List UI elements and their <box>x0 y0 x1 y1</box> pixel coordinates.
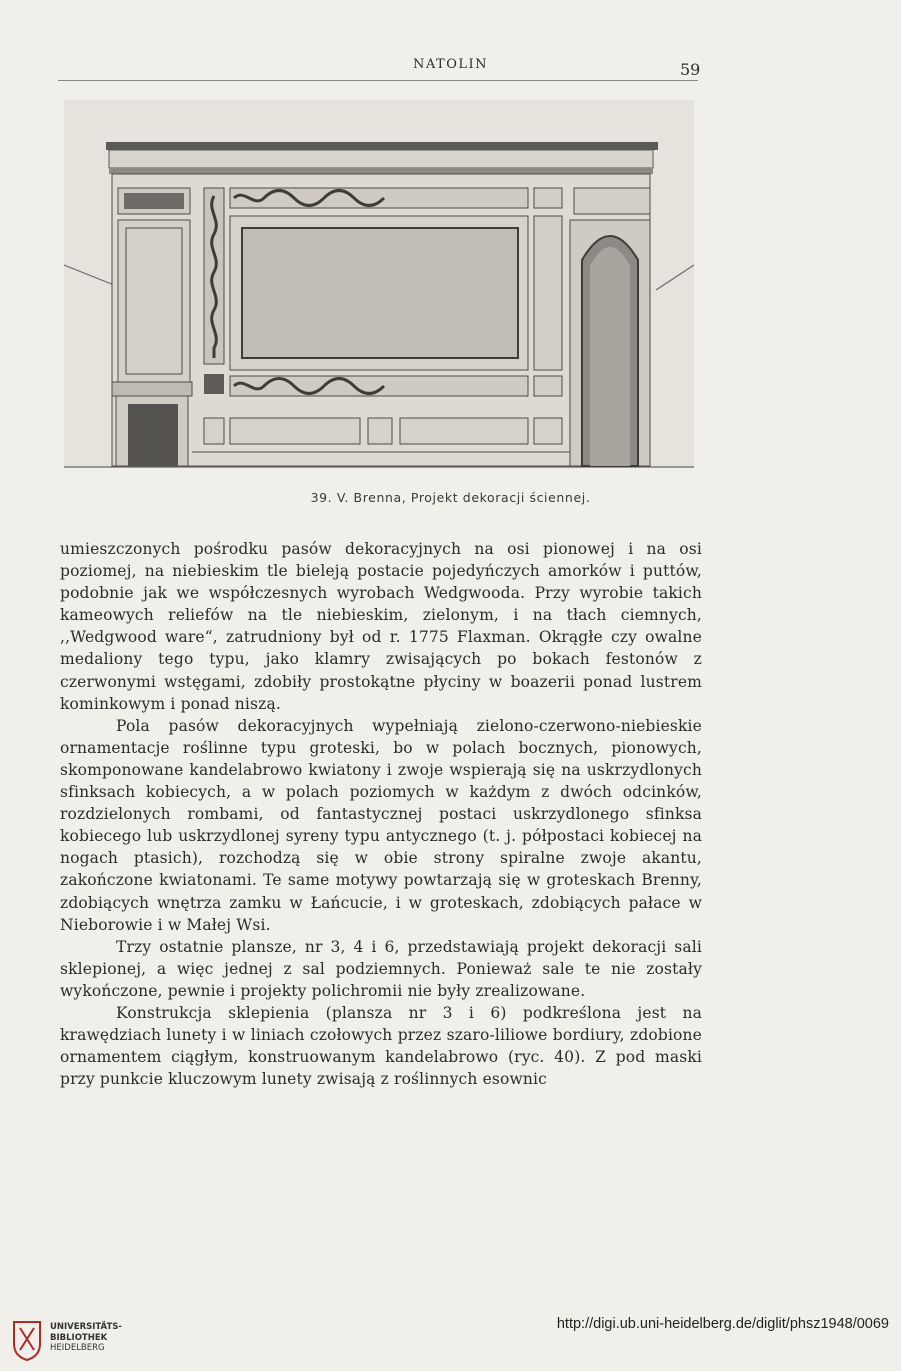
library-seal-icon <box>10 1318 44 1362</box>
paragraph-1: umieszczonych pośrodku pasów dekoracyjnych na osi pionowej i na osi poziomej, na niebieskim tle bieleją postacie pojedyńczych amorków i puttów, podobnie jak we współczesnych wyrobach Wedgwooda. Przy wyrobie takich kameowych reliefów na tle niebieskim, zielonym, i na tłach ciemnych, ,,Wedgwood ware“, zatrudniony był od r. 1775 Flaxman. Okrągłe czy owalne medaliony tego typu, jako klamry zwisających po bokach festonów z czerwonymi wstęgami, zdobiły prostokątne płyciny w boazerii ponad lustrem kominkowym i ponad niszą. <box>60 540 702 713</box>
library-name-line-2: BIBLIOTHEK <box>50 1332 108 1343</box>
paragraph-4: Konstrukcja sklepienia (plansza nr 3 i 6) podkreślona jest na krawędziach lunety i w liniach czołowych przez szaro-liliowe bordiury, zdobione ornamentem ciągłym, konstruowanym kandelabrowo (ryc. 40). Z pod maski przy punkcie kluczowym lunety zwisają z roślinnych esownic <box>60 1003 702 1089</box>
page-number: 59 <box>680 60 701 79</box>
library-name <box>50 1322 122 1354</box>
source-url-link[interactable]: http://digi.ub.uni-heidelberg.de/diglit/phsz1948/0069 <box>556 1316 889 1332</box>
figure-caption: 39. V. Brenna, Projekt dekoracji ściennej. <box>310 490 591 505</box>
library-name-line-3: HEIDELBERG <box>50 1343 105 1353</box>
library-name-line-1: UNIVERSITÄTS- <box>50 1322 122 1332</box>
header-rule <box>58 80 698 81</box>
body-text <box>60 538 702 1090</box>
running-head: NATOLIN <box>412 57 489 72</box>
wall-elevation-drawing <box>64 100 694 468</box>
paragraph-2: Pola pasów dekoracyjnych wypełniają zielono-czerwono-niebieskie ornamentacje roślinne typu groteski, bo w polach bocznych, pionowych, skomponowane kandelabrowo kwiatony i zwoje wspierają się na uskrzydlonych sfinksach kobiecych, a w polach poziomych w każdym z dwóch odcinków, rozdzielonych rombami, od fantastycznej postaci uskrzydlonego sfinksa kobiecego lub uskrzydlonej syreny typu antycznego (t. j. półpostaci kobiecej na nogach ptasich), rozchodzą się w obie strony spiralne zwoje akantu, zakończone kwiatonami. Te same motywy powtarzają się w groteskach Brenny, zdobiących wnętrza zamku w Łańcucie, i w groteskach, zdobiących pałace w Nieborowie i w Małej Wsi. <box>60 716 702 934</box>
figure-wall-decoration-design <box>64 100 694 468</box>
paragraph-3: Trzy ostatnie plansze, nr 3, 4 i 6, przedstawiają projekt dekoracji sali sklepionej, a więc jednej z sal podziemnych. Ponieważ sale te nie zostały wykończone, pewnie i projekty polichromii nie były zrealizowane. <box>60 937 702 1000</box>
